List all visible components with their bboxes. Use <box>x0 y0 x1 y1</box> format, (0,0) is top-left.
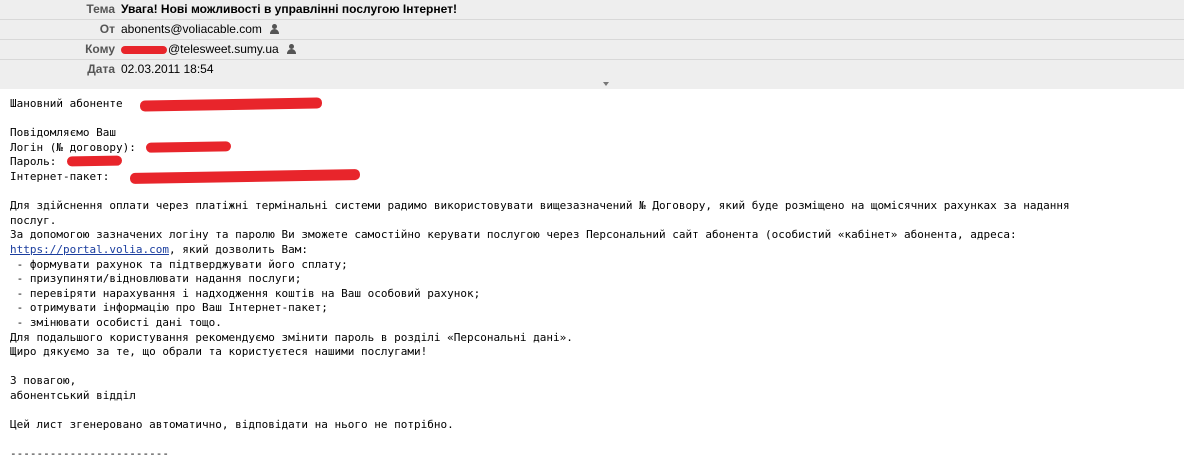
redaction-mark <box>146 141 231 152</box>
password-label: Пароль: <box>10 155 57 169</box>
to-field <box>121 40 296 59</box>
chevron-down-icon[interactable] <box>603 82 609 86</box>
redaction-mark <box>121 46 167 54</box>
thanks-text: Щиро дякуємо за те, що обрали та користуєтеся нашими послугами! <box>10 345 428 359</box>
from-row <box>0 20 1184 40</box>
portal-paragraph-line1: За допомогою зазначених логіну та паролю Ви зможете самостійно керувати послугою через Персональний сайт абонента (особистий «кабінет» абонента, адреса: <box>10 228 1017 242</box>
bullet-item: - призупиняти/відновлювати надання послуги; <box>10 272 302 286</box>
to-value[interactable]: @telesweet.sumy.ua <box>168 42 279 56</box>
payment-paragraph-line2: послуг. <box>10 213 57 227</box>
bullet-item: - формувати рахунок та підтверджувати його сплату; <box>10 257 348 271</box>
regards-text: З повагою, <box>10 374 77 388</box>
greeting: Шановний абоненте <box>10 97 123 110</box>
login-label: Логін (№ договору): <box>10 140 136 154</box>
from-field <box>121 20 279 39</box>
bullet-item: - змінювати особисті дані тощо. <box>10 315 222 329</box>
auto-note: Цей лист згенеровано автоматично, відповідати на нього не потрібно. <box>10 418 454 432</box>
payment-paragraph-line1: Для здійснення оплати через платіжні термінальні системи радимо використовувати вищезазначений № Договору, який буде розміщено на щомісячних рахунках за надання <box>10 199 1070 213</box>
subject-value: Увага! Нові можливості в управлінні послугою Інтернет! <box>121 2 458 16</box>
date-row <box>0 60 1184 79</box>
package-label: Інтернет-пакет: <box>10 169 110 183</box>
date-value: 02.03.2011 18:54 <box>121 62 214 76</box>
subject-label: Тема <box>86 2 115 16</box>
department-text: абонентський відділ <box>10 388 136 402</box>
notify-text: Повідомляємо Ваш <box>10 126 116 140</box>
signature-separator: ------------------------ <box>10 447 169 461</box>
person-icon[interactable] <box>287 44 296 54</box>
portal-link[interactable]: https://portal.volia.com <box>10 242 169 256</box>
recommend-text: Для подальшого користування рекомендуємо змінити пароль в розділі «Персональні дані». <box>10 330 573 344</box>
subject-row <box>0 0 1184 20</box>
redaction-mark <box>67 156 122 167</box>
bullet-item: - перевіряти нарахування і надходження коштів на Ваш особовий рахунок; <box>10 286 481 300</box>
from-label: От <box>99 22 115 36</box>
header-expand-bar[interactable] <box>0 80 1184 89</box>
to-row <box>0 40 1184 60</box>
message-header <box>0 0 1184 89</box>
to-label: Кому <box>85 42 115 56</box>
from-value[interactable]: abonents@voliacable.com <box>121 22 262 36</box>
portal-paragraph-line2: , який дозволить Вам: <box>168 242 309 256</box>
bullet-item: - отримувати інформацію про Ваш Інтернет-пакет; <box>10 301 328 315</box>
person-icon[interactable] <box>270 24 279 34</box>
date-label: Дата <box>87 62 115 76</box>
